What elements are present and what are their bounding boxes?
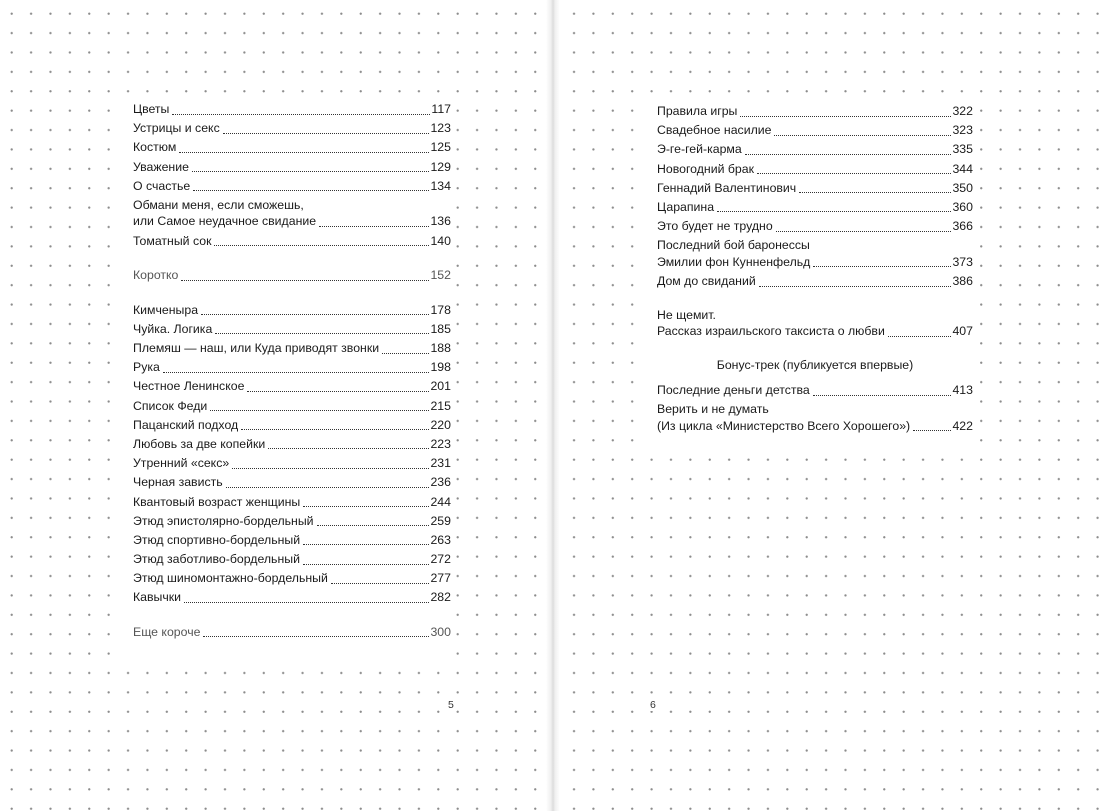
toc-entry-title: Правила игры (657, 104, 738, 118)
toc-entry-title-line1: Не щемит. (657, 307, 716, 322)
toc-entry-title: Новогодний брак (657, 161, 754, 176)
toc-entry-page-number: 407 (952, 324, 973, 338)
toc-entry-title: Этюд заботливо-бордельный (133, 552, 300, 567)
toc-entry-title: Уважение (133, 159, 189, 174)
toc-entry-row (133, 532, 451, 549)
dot-leader (268, 444, 429, 449)
toc-entry-row (657, 141, 973, 158)
toc-entry-title: Утренний «секс» (133, 456, 230, 471)
toc-entry-title: Любовь за две копейки (133, 436, 266, 451)
dot-leader (913, 426, 951, 431)
toc-entry-title: Кимченыра (133, 302, 199, 317)
dot-leader (232, 464, 429, 469)
toc-entry-row (133, 302, 451, 319)
dot-leader (181, 276, 429, 281)
toc-entry-row (133, 233, 451, 250)
toc-entry-page-number: 117 (431, 102, 451, 116)
toc-entry[interactable] (657, 401, 973, 434)
toc-entry-page-number: 282 (430, 590, 451, 605)
toc-entry-page-number: 259 (430, 513, 451, 528)
toc-entry[interactable] (133, 398, 451, 415)
toc-entry-title: Кавычки (133, 590, 182, 605)
toc-entry[interactable] (133, 159, 451, 176)
toc-entry-title: Геннадий Валентинович (657, 180, 797, 195)
toc-section-row (133, 267, 451, 284)
toc-entry-title: Свадебное насилие (657, 123, 772, 138)
toc-entry-row (133, 474, 451, 491)
toc-entry[interactable] (657, 237, 973, 270)
dot-leader (241, 425, 429, 430)
toc-entry[interactable] (133, 513, 451, 530)
toc-section-heading: Бонус-трек (публикуется впервые) (716, 357, 914, 372)
dot-leader (247, 387, 429, 392)
toc-entry[interactable] (657, 382, 973, 399)
toc-entry[interactable] (133, 455, 451, 472)
toc-entry-row (133, 417, 451, 434)
book-gutter (546, 0, 560, 811)
toc-entry-page-number: 272 (430, 552, 451, 567)
toc-entry[interactable] (133, 436, 451, 453)
toc-entry-page-number: 277 (430, 571, 451, 586)
toc-entry-title: Племяш — наш, или Куда приводят звонки (133, 341, 380, 355)
toc-entry-row (133, 139, 451, 156)
toc-entry-title: Этюд эпистолярно-бордельный (133, 513, 314, 528)
dot-leader (303, 540, 429, 545)
toc-entry[interactable] (133, 417, 451, 434)
dot-leader (759, 282, 952, 287)
toc-entry-title: Это будет не трудно (657, 219, 773, 234)
toc-group (657, 103, 973, 290)
toc-entry-page-number: 152 (430, 268, 451, 283)
toc-entry-row (657, 199, 973, 216)
toc-entry-row (133, 378, 451, 395)
toc-entry[interactable] (133, 321, 451, 338)
toc-entry-row (133, 101, 451, 118)
toc-entry-title: Последние деньги детства (657, 383, 810, 397)
page-number-right: 6 (647, 699, 659, 711)
toc-entry-title: Эмилии фон Кунненфельд (657, 254, 811, 269)
toc-entry-page-number: 300 (430, 624, 451, 639)
toc-entry[interactable] (133, 101, 451, 118)
toc-entry-page-number: 223 (430, 436, 451, 451)
toc-entry-page-number: 350 (952, 180, 973, 195)
toc-entry-page-number: 125 (430, 140, 451, 155)
dot-leader (757, 169, 952, 174)
toc-entry-page-number: 335 (952, 142, 973, 157)
dot-leader (382, 349, 429, 354)
toc-entry[interactable] (657, 103, 973, 120)
dot-leader (210, 406, 429, 411)
toc-entry[interactable] (133, 267, 451, 284)
toc-entry-title-line1: Последний бой баронессы (657, 238, 810, 253)
toc-entry[interactable] (133, 551, 451, 568)
dot-leader (193, 186, 429, 191)
toc-entry-title: Пацанский подход (133, 417, 239, 432)
toc-entry-page-number: 178 (430, 302, 451, 317)
toc-entry[interactable] (133, 178, 451, 195)
toc-entry-row (657, 323, 973, 340)
toc-entry-row (657, 122, 973, 139)
dot-leader (319, 222, 429, 227)
toc-entry-title: Еще короче (133, 624, 201, 639)
toc-entry-title: Рука (133, 360, 160, 375)
toc-entry[interactable] (657, 161, 973, 178)
dot-leader (215, 329, 429, 334)
dot-leader (203, 632, 429, 637)
toc-entry-row (133, 589, 451, 606)
dot-leader (774, 131, 951, 136)
toc-entry-row (133, 359, 451, 376)
toc-entry-row (133, 178, 451, 195)
toc-entry-title: или Самое неудачное свидание (133, 214, 317, 229)
toc-entry-title: Э-ге-гей-карма (657, 142, 742, 157)
toc-entry-row (657, 418, 973, 435)
toc-entry-row (657, 180, 973, 197)
toc-group (133, 101, 451, 249)
dot-leader (303, 502, 429, 507)
toc-entry-row (133, 551, 451, 568)
toc-entry-row (133, 513, 451, 530)
toc-entry-page-number: 185 (430, 321, 451, 336)
toc-group (133, 267, 451, 284)
toc-entry-title: Чуйка. Логика (133, 321, 213, 336)
toc-entry-page-number: 134 (430, 178, 451, 193)
dot-leader (740, 112, 951, 117)
toc-entry-row (133, 494, 451, 511)
toc-group (133, 624, 451, 641)
toc-entry[interactable] (133, 302, 451, 319)
toc-entry-page-number: 344 (952, 161, 973, 176)
toc-entry-title: Этюд спортивно-бордельный (133, 532, 301, 547)
toc-entry[interactable] (657, 273, 973, 290)
toc-entry-page-number: 188 (430, 341, 451, 355)
toc-entry-title: (Из цикла «Министерство Всего Хорошего») (657, 418, 911, 433)
toc-entry[interactable] (133, 233, 451, 250)
toc-entry-title: Цветы (133, 102, 170, 116)
toc-entry-page-number: 322 (952, 104, 973, 118)
dot-leader (172, 110, 430, 115)
toc-entry[interactable] (133, 624, 451, 641)
toc-entry-page-number: 236 (430, 475, 451, 490)
toc-entry[interactable] (133, 532, 451, 549)
toc-entry[interactable] (657, 122, 973, 139)
toc-entry-row (133, 120, 451, 137)
toc-entry-title: Коротко (133, 268, 179, 283)
toc-group (133, 302, 451, 606)
dot-leader (745, 150, 952, 155)
dot-leader (776, 227, 952, 232)
toc-entry-page-number: 413 (952, 383, 973, 397)
dot-leader (226, 483, 430, 488)
toc-entry-row (657, 273, 973, 290)
toc-entry[interactable] (133, 139, 451, 156)
toc-entry-page-number: 323 (952, 123, 973, 138)
toc-entry[interactable] (133, 120, 451, 137)
dot-leader (303, 560, 430, 565)
toc-entry-page-number: 373 (952, 254, 973, 269)
toc-entry-title-line1: Обмани меня, если сможешь, (133, 197, 304, 212)
toc-entry-title: Дом до свиданий (657, 274, 756, 288)
dot-leader (813, 391, 952, 396)
toc-entry-title: О счастье (133, 178, 191, 193)
toc-entry-row (133, 570, 451, 587)
toc-entry[interactable] (133, 474, 451, 491)
toc-entry-title: Томатный сок (133, 233, 212, 248)
toc-group (657, 307, 973, 340)
dot-leader (813, 262, 951, 267)
toc-entry-page-number: 123 (430, 121, 451, 136)
toc-entry-row (657, 103, 973, 120)
dot-leader (717, 207, 951, 212)
dot-leader (214, 241, 429, 246)
dot-leader (317, 521, 430, 526)
toc-entry-page-number: 215 (430, 398, 451, 413)
toc-entry-row (133, 340, 451, 357)
toc-entry-page-number: 244 (430, 494, 451, 509)
toc-entry-page-number: 136 (430, 214, 451, 229)
toc-entry[interactable] (133, 494, 451, 511)
toc-entry-title: Список Феди (133, 398, 208, 413)
toc-entry-title: Царапина (657, 199, 715, 214)
toc-entry-row (133, 455, 451, 472)
toc-entry[interactable] (657, 199, 973, 216)
dot-leader (331, 579, 430, 584)
toc-entry-title: Рассказ израильского таксиста о любви (657, 324, 885, 338)
toc-entry[interactable] (657, 218, 973, 235)
toc-section-row (133, 624, 451, 641)
dot-leader (888, 332, 952, 337)
dot-leader (223, 129, 430, 134)
toc-entry-page-number: 220 (430, 417, 451, 432)
dot-leader (799, 188, 951, 193)
toc-entry-title: Черная зависть (133, 475, 223, 490)
toc-entry[interactable] (133, 197, 451, 230)
dot-leader (184, 598, 429, 603)
left-page-toc (133, 101, 451, 643)
toc-entry[interactable] (133, 340, 451, 357)
dot-leader (163, 368, 430, 373)
page-number-left: 5 (445, 699, 457, 711)
toc-entry-page-number: 263 (430, 532, 451, 547)
toc-entry-page-number: 198 (430, 360, 451, 375)
toc-entry-row (133, 436, 451, 453)
toc-entry[interactable] (657, 307, 973, 340)
toc-entry-title: Квантовый возраст женщины (133, 494, 301, 509)
toc-entry-page-number: 129 (430, 159, 451, 174)
toc-entry-title: Устрицы и секс (133, 121, 220, 136)
toc-entry-row (133, 321, 451, 338)
toc-entry-row (657, 161, 973, 178)
toc-entry[interactable] (657, 141, 973, 158)
toc-entry-row (133, 398, 451, 415)
toc-group (657, 357, 973, 435)
toc-entry-row (657, 382, 973, 399)
dot-leader (201, 310, 429, 315)
toc-entry-page-number: 360 (952, 199, 973, 214)
dot-leader (179, 148, 429, 153)
toc-entry-row (133, 213, 451, 230)
toc-entry-page-number: 140 (430, 233, 451, 248)
toc-entry[interactable] (657, 180, 973, 197)
toc-entry[interactable] (133, 359, 451, 376)
toc-entry-page-number: 386 (952, 274, 973, 288)
toc-entry-page-number: 422 (952, 418, 973, 433)
toc-entry-title: Костюм (133, 140, 177, 155)
toc-entry-title: Этюд шиномонтажно-бордельный (133, 571, 328, 586)
toc-entry-row (133, 159, 451, 176)
toc-entry-page-number: 201 (430, 379, 451, 394)
toc-entry-title: Честное Ленинское (133, 379, 245, 394)
toc-entry-row (657, 218, 973, 235)
right-page-toc (657, 103, 973, 437)
toc-entry-row (657, 254, 973, 271)
toc-entry-title-line1: Верить и не думать (657, 402, 769, 417)
toc-entry-page-number: 231 (430, 456, 451, 471)
toc-entry[interactable] (133, 570, 451, 587)
toc-entry[interactable] (133, 589, 451, 606)
toc-entry[interactable] (133, 378, 451, 395)
toc-entry-page-number: 366 (952, 219, 973, 234)
dot-leader (192, 167, 430, 172)
